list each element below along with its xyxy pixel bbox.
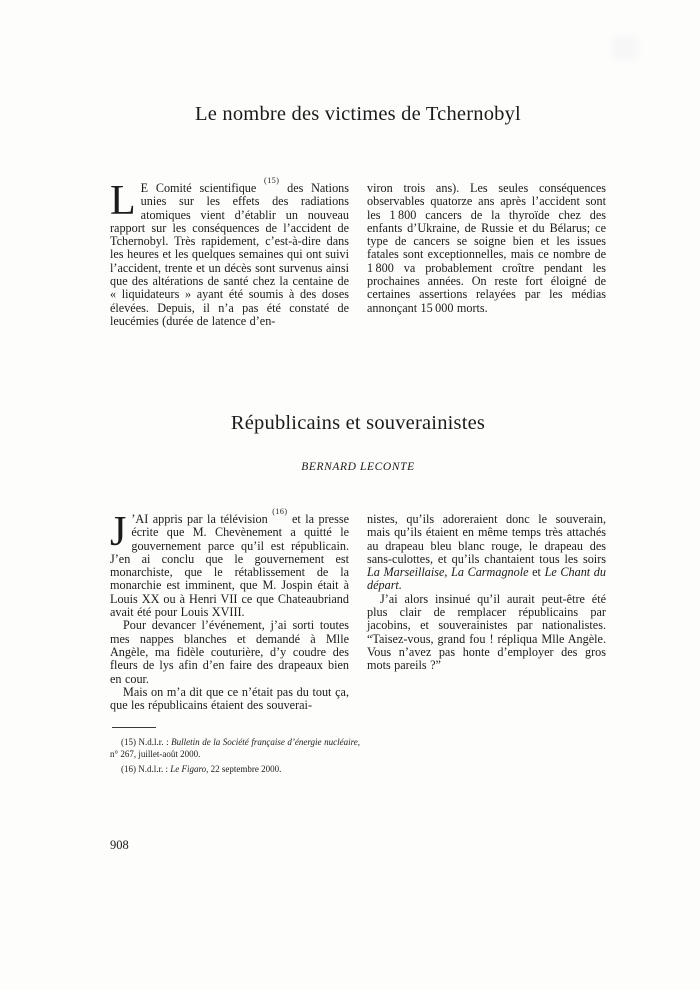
article2-columns	[110, 507, 606, 713]
article2-left-paragraph-3: Mais on m’a dit que ce n’était pas du tout ça, que les républicains étaient des souverai-	[110, 684, 349, 713]
footnote-16-rest: 22 septembre 2000.	[208, 763, 282, 774]
footnote-16-cited-work: Le Figaro,	[170, 763, 209, 774]
article2-left-p1-seg1: ’AI appris par la télévision	[131, 512, 273, 526]
footnote-15-prefix: (15) N.d.l.r. :	[121, 737, 172, 747]
cited-work-marseillaise-carmagnole: La Marseillaise, La Carmagnole	[367, 565, 529, 580]
article2-right-column	[367, 513, 606, 712]
footnote-15-marker: (15)	[264, 176, 280, 186]
article1-left-paragraph	[110, 176, 349, 328]
article2-right-p1-seg2: et	[528, 565, 545, 580]
footnote-16-prefix: (16) N.d.l.r. :	[121, 763, 171, 774]
article2-title: Républicains et souverainistes	[230, 412, 486, 434]
article2-left-column	[110, 507, 349, 713]
article1-columns	[110, 176, 606, 328]
article1-left-column	[110, 176, 349, 328]
page-number: 908	[110, 838, 129, 852]
article1-right-column	[367, 182, 606, 328]
footnote-16-marker: (16)	[272, 507, 288, 517]
footnote-15	[110, 736, 360, 760]
dropcap-j: J	[110, 509, 127, 555]
article2-left-paragraph-2: Pour devancer l’événement, j’ai sorti toutes mes nappes blanches et demandé à Mlle Angèle, ma fidèle couturière, d’y coudre des fleurs de lys afin d’en faire des drapeaux bien en cour.	[110, 618, 349, 686]
article2-right-paragraph-2: J’ai alors insinué qu’il aurait peut-être été plus clair de remplacer républicains par jacobins, et souverainistes par nationalistes. “Taisez-vous, grand fou ! répliqua Mlle Angèle. Vous n’avez pas honte d’employer des gros mots pareils ?”	[367, 591, 606, 673]
article1-right-paragraph: viron trois ans). Les seules conséquences observables quatorze ans après l’accident sont les 1 800 cancers de la thyroïde chez des enfants d’Ukraine, de Russie et du Bélarus; ce type de cancers se soigne bien et les issues fatales sont exceptionnelles, mais ce nombre de 1 800 va probablement croître pendant les prochaines années. On reste fort éloigné de certaines assertions relayées par les médias annonçant 15 000 morts.	[367, 181, 606, 315]
scan-smudge-artifact	[612, 36, 638, 60]
article2-author-byline: BERNARD LECONTE	[301, 461, 415, 473]
footnote-15-rest: n° 267, juillet-août 2000.	[110, 749, 201, 760]
dropcap-l: L	[110, 178, 136, 224]
footnote-separator-rule	[112, 727, 156, 728]
article1-title: Le nombre des victimes de Tchernobyl	[195, 103, 521, 125]
article2-left-p1-seg2: et la presse écrite que M. Chevènement a quitté le gouvernement parce qu’il est républicain. J’en ai conclu que le gouvernement est monarchiste, que le rétablissement de la monarchie est imminent, que M. Jospin était à Louis XX ou à Henri VII ce que Chateaubriand avait été pour Louis XVIII.	[110, 512, 349, 620]
article2-left-paragraph-1	[110, 507, 349, 620]
footnotes-block	[110, 736, 360, 775]
footnote-15-cited-work: Bulletin de la Société française d’énergie nucléaire,	[171, 737, 360, 747]
article1-left-seg1: E Comité scientifique	[140, 181, 265, 195]
article2-right-paragraph-1	[367, 513, 606, 593]
footnote-16	[110, 763, 360, 775]
article1-left-seg2: des Nations unies sur les effets des radiations atomiques vient d’établir un nouveau rapport sur les conséquences de l’accident de Tchernobyl. Très rapidement, c’est-à-dire dans les heures et les quelques semaines qui ont suivi l’accident, trente et un décès sont survenus ainsi que des altérations de santé chez la centaine de « liquidateurs » ayant été soumis à des doses élevées. Depuis, il n’a pas été constaté de leucémies (durée de latence d’en-	[110, 181, 349, 328]
article2-right-p1-seg1: nistes, qu’ils adoreraient donc le souverain, mais qu’ils étaient en même temps très attachés au drapeau bleu blanc rouge, le drapeau des sans-culottes, et qu’ils chantaient tous les soirs	[367, 512, 606, 566]
cited-work-chant-du-depart: Le Chant du départ.	[367, 565, 606, 593]
